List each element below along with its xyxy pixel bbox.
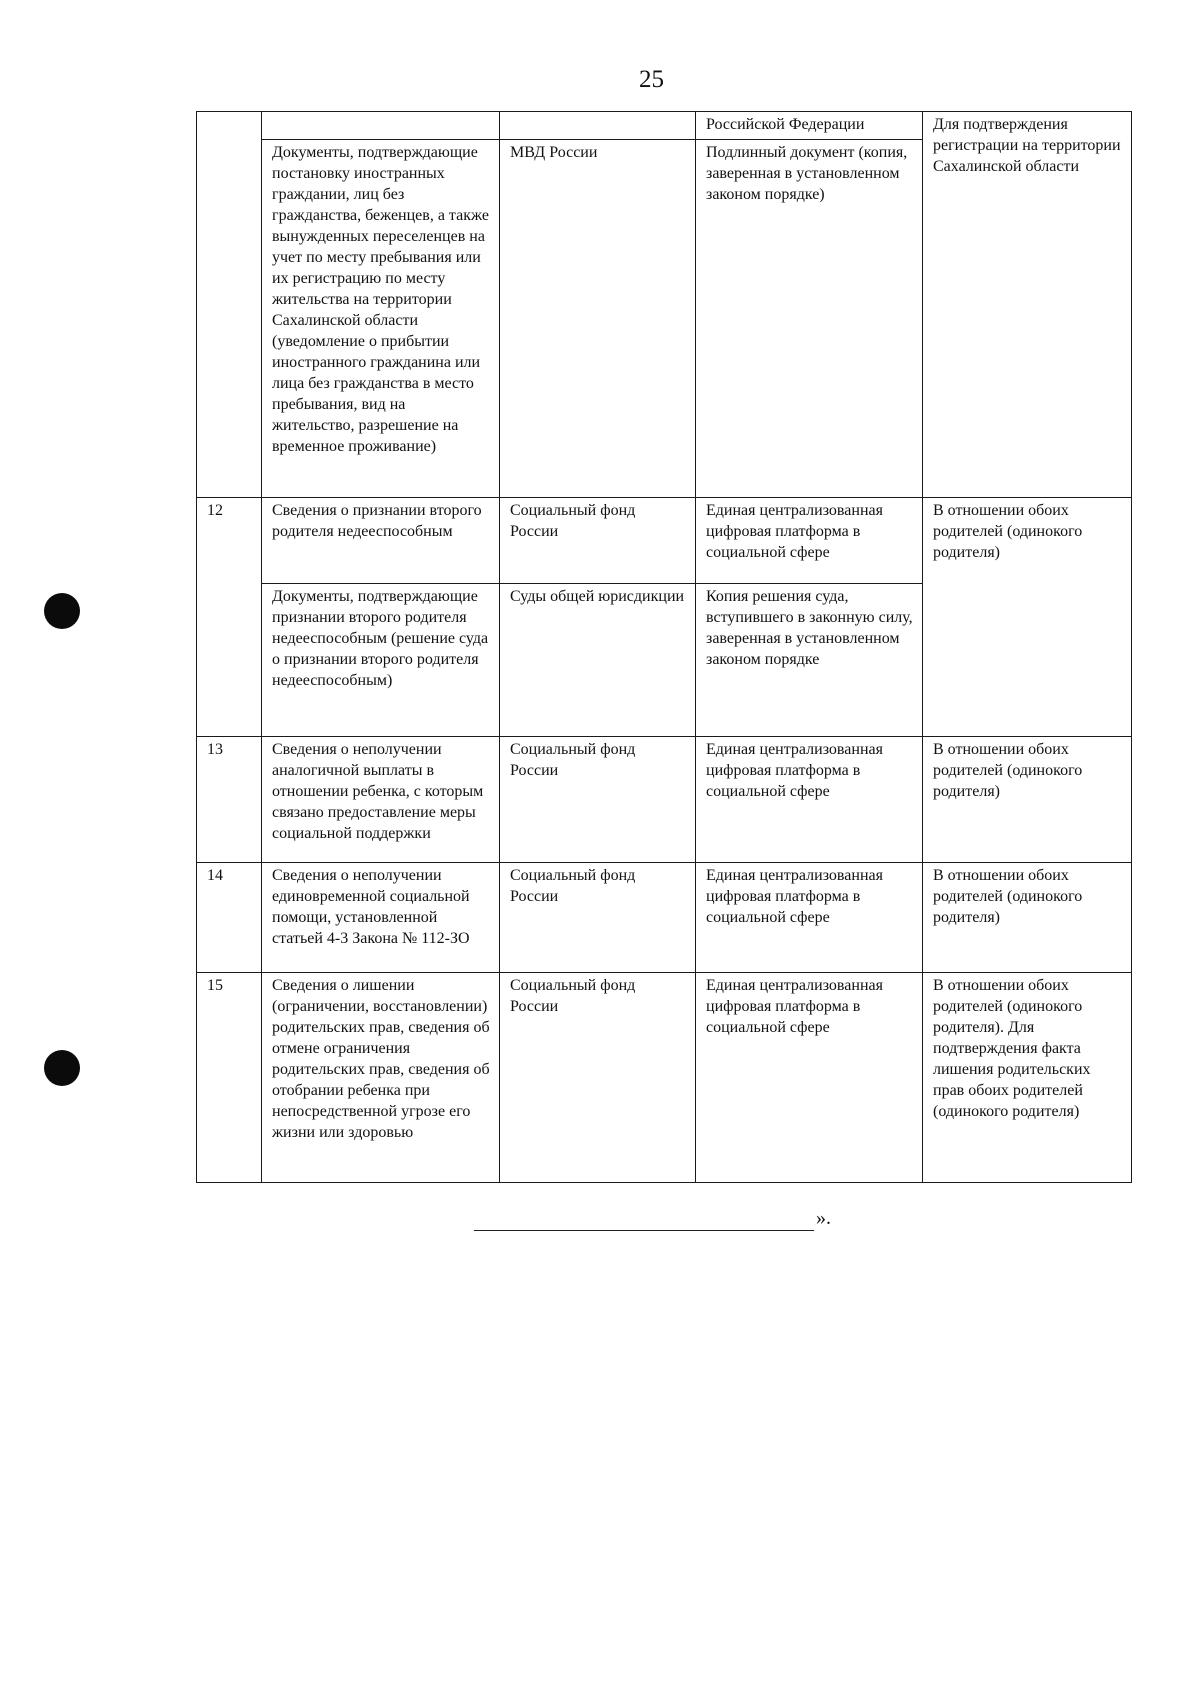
table-cell-document	[262, 112, 500, 140]
table-cell-document: Сведения о неполучении аналогичной выплаты в отношении ребенка, с которым связано предоставление меры социальной поддержки	[262, 737, 500, 863]
table-cell-source: Социальный фонд России	[500, 973, 696, 1183]
table-cell-number	[197, 112, 262, 498]
closing-underline	[474, 1230, 814, 1231]
page-number: 25	[639, 66, 664, 93]
punch-hole-bottom	[44, 1050, 80, 1086]
table-row	[197, 737, 1132, 863]
closing-quote-mark: ».	[816, 1207, 831, 1229]
table-cell-document: Сведения о неполучении единовременной социальной помощи, установленной статьей 4-3 Закона № 112-ЗО	[262, 863, 500, 973]
table-cell-method: Единая централизованная цифровая платформа в социальной сфере	[696, 737, 923, 863]
punch-hole-top	[44, 593, 80, 629]
table-cell-document: Сведения о признании второго родителя недееспособным	[262, 498, 500, 584]
table-cell-document: Сведения о лишении (ограничении, восстановлении) родительских прав, сведения об отмене ограничения родительских прав, сведения об отобрании ребенка при непосредственной угрозе его жизни или здоровью	[262, 973, 500, 1183]
documents-table	[196, 111, 1132, 1183]
table-cell-source: МВД России	[500, 140, 696, 498]
table-cell-number: 15	[197, 973, 262, 1183]
table-cell-note: Для подтверждения регистрации на территории Сахалинской области	[923, 112, 1132, 498]
table-cell-method: Единая централизованная цифровая платформа в социальной сфере	[696, 863, 923, 973]
table-row	[197, 973, 1132, 1183]
table-cell-source: Социальный фонд России	[500, 498, 696, 584]
table-cell-method: Единая централизованная цифровая платформа в социальной сфере	[696, 973, 923, 1183]
table-row	[197, 112, 1132, 140]
table-cell-source: Социальный фонд России	[500, 737, 696, 863]
table-cell-note: В отношении обоих родителей (одинокого родителя)	[923, 863, 1132, 973]
table-row	[197, 498, 1132, 584]
table-cell-method: Копия решения суда, вступившего в законную силу, заверенная в установленном законом порядке	[696, 584, 923, 737]
table-cell-document: Документы, подтверждающие постановку иностранных граждании, лиц без гражданства, беженцев, а также вынужденных переселенцев на учет по месту пребывания или их регистрацию по месту жительства на территории Сахалинской области (уведомление о прибытии иностранного гражданина или лица без гражданства в место пребывания, вид на жительство, разрешение на временное проживание)	[262, 140, 500, 498]
table-cell-source: Суды общей юрисдикции	[500, 584, 696, 737]
table-cell-document: Документы, подтверждающие признании второго родителя недееспособным (решение суда о признании второго родителя недееспособным)	[262, 584, 500, 737]
table-cell-number: 13	[197, 737, 262, 863]
table-cell-number: 14	[197, 863, 262, 973]
table-cell-note: В отношении обоих родителей (одинокого родителя). Для подтверждения факта лишения родительских прав обоих родителей (одинокого родителя)	[923, 973, 1132, 1183]
table-cell-note: В отношении обоих родителей (одинокого родителя)	[923, 498, 1132, 737]
table-cell-method: Подлинный документ (копия, заверенная в установленном законом порядке)	[696, 140, 923, 498]
table-cell-method: Российской Федерации	[696, 112, 923, 140]
table-row	[197, 863, 1132, 973]
table-cell-note: В отношении обоих родителей (одинокого родителя)	[923, 737, 1132, 863]
table-cell-source: Социальный фонд России	[500, 863, 696, 973]
table-cell-source	[500, 112, 696, 140]
table-cell-number: 12	[197, 498, 262, 737]
table-cell-method: Единая централизованная цифровая платформа в социальной сфере	[696, 498, 923, 584]
